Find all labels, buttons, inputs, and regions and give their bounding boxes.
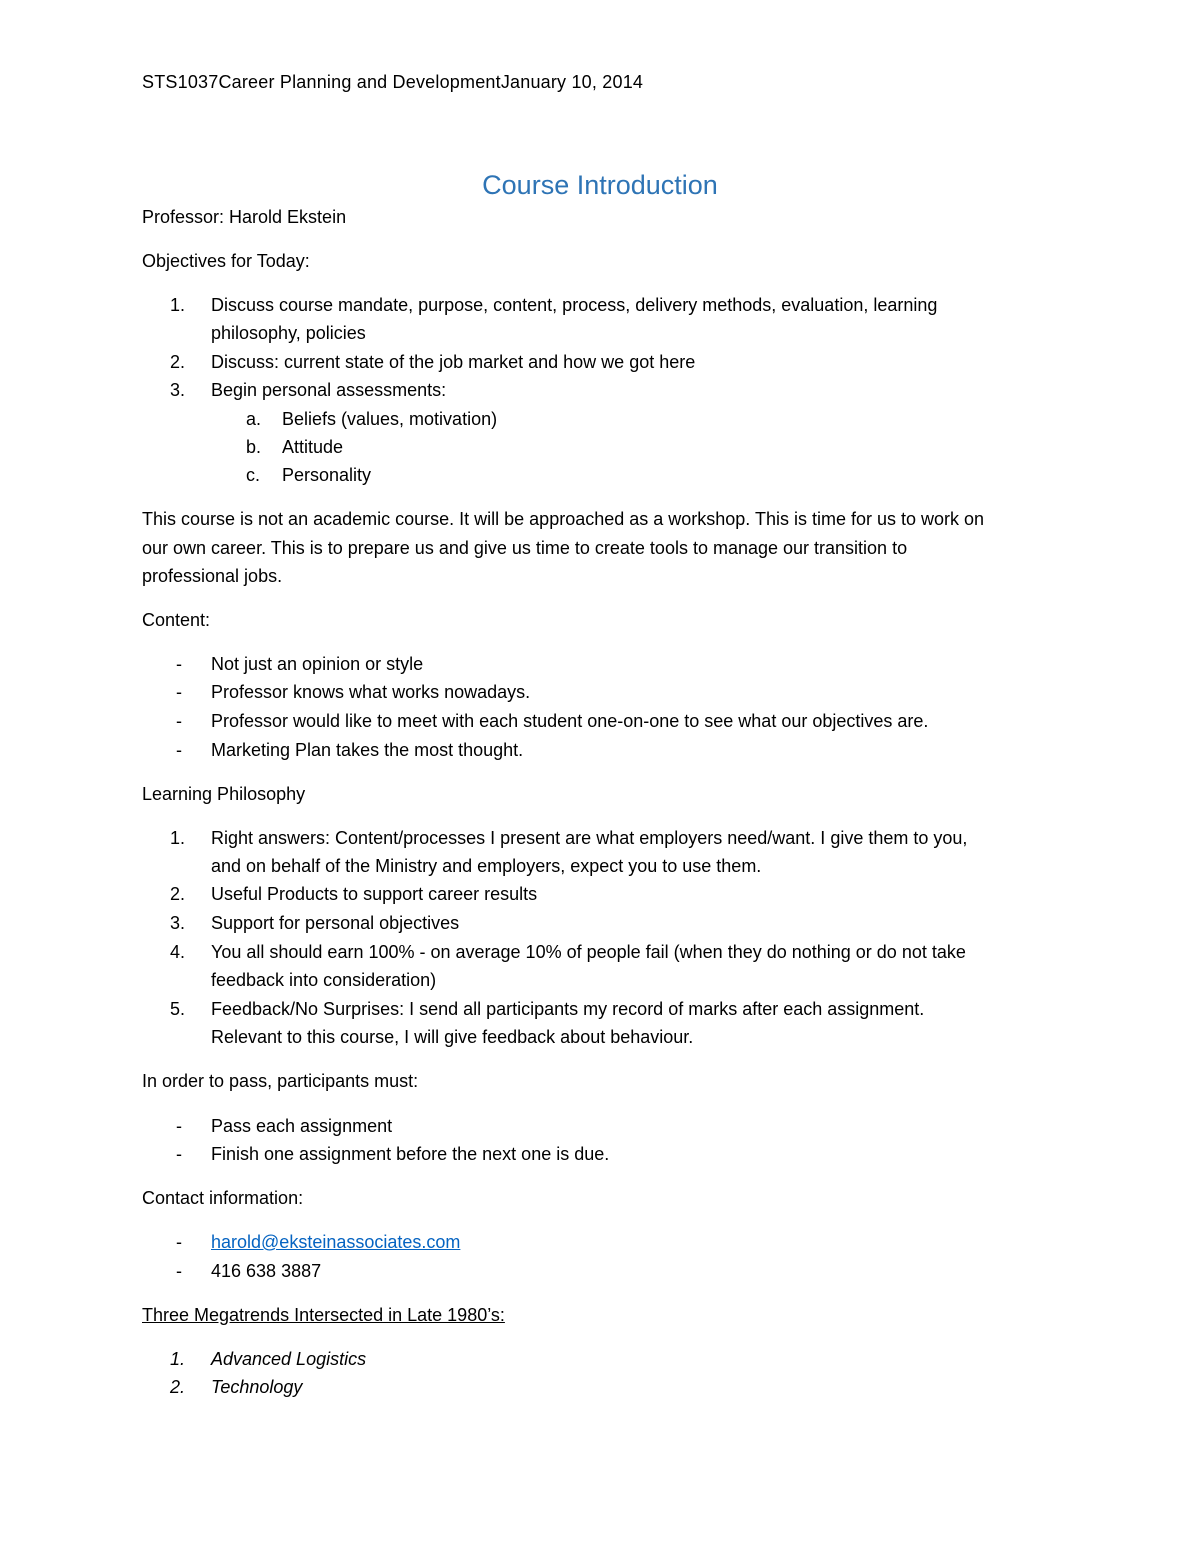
list-item: Support for personal objectives [211,913,460,933]
dash-marker: - [176,1232,182,1252]
list-item-continuation: Relevant to this course, I will give feedback about behaviour. [211,1027,694,1047]
sublist-marker: c. [246,465,261,485]
list-marker: 2. [170,1377,186,1397]
list-item: Not just an opinion or style [211,654,424,674]
list-item: Discuss course mandate, purpose, content, process, delivery methods, evaluation, learning [211,295,938,315]
paragraph-line: our own career. This is to prepare us and give us time to create tools to manage our transition to [142,538,908,558]
objectives-heading: Objectives for Today: [142,251,310,271]
list-marker: 5. [170,999,186,1019]
contact-heading: Contact information: [142,1188,304,1208]
dash-marker: - [176,1116,182,1136]
list-item: Feedback/No Surprises: I send all participants my record of marks after each assignment. [211,999,925,1019]
page-title: Course Introduction [482,170,718,200]
sublist-item: Attitude [282,437,344,457]
list-marker: 1. [170,1349,186,1369]
list-item-continuation: feedback into consideration) [211,970,437,990]
page-header: STS1037Career Planning and DevelopmentJanuary 10, 2014 [142,72,644,92]
dash-marker: - [176,740,182,760]
dash-marker: - [176,1261,182,1281]
list-item: Technology [211,1377,303,1397]
list-marker: 1. [170,295,186,315]
list-marker: 2. [170,884,186,904]
list-item: Marketing Plan takes the most thought. [211,740,524,760]
megatrends-heading: Three Megatrends Intersected in Late 1980’s: [142,1305,505,1325]
list-marker: 3. [170,380,186,400]
list-item: Advanced Logistics [211,1349,367,1369]
email-link[interactable]: harold@eksteinassociates.com [211,1232,461,1252]
list-item: Useful Products to support career results [211,884,538,904]
dash-marker: - [176,1144,182,1164]
list-item: Professor would like to meet with each student one-on-one to see what our objectives are. [211,711,929,731]
list-marker: 4. [170,942,186,962]
professor-line: Professor: Harold Ekstein [142,207,347,227]
paragraph-line: This course is not an academic course. It will be approached as a workshop. This is time for us to work on [142,509,985,529]
list-item: Pass each assignment [211,1116,393,1136]
list-marker: 1. [170,828,186,848]
phone-number: 416 638 3887 [211,1261,322,1281]
pass-heading: In order to pass, participants must: [142,1071,419,1091]
dash-marker: - [176,711,182,731]
dash-marker: - [176,654,182,674]
list-marker: 3. [170,913,186,933]
list-item-continuation: philosophy, policies [211,323,366,343]
list-item-continuation: and on behalf of the Ministry and employers, expect you to use them. [211,856,762,876]
paragraph-line: professional jobs. [142,566,283,586]
list-item: You all should earn 100% - on average 10% of people fail (when they do nothing or do not take [211,942,966,962]
sublist-marker: b. [246,437,262,457]
sublist-marker: a. [246,409,262,429]
sublist-item: Beliefs (values, motivation) [282,409,498,429]
list-item: Right answers: Content/processes I present are what employers need/want. I give them to you, [211,828,968,848]
list-item: Professor knows what works nowadays. [211,682,531,702]
dash-marker: - [176,682,182,702]
learning-heading: Learning Philosophy [142,784,306,804]
sublist-item: Personality [282,465,372,485]
list-item: Finish one assignment before the next one is due. [211,1144,610,1164]
list-item: Discuss: current state of the job market and how we got here [211,352,696,372]
list-item: Begin personal assessments: [211,380,447,400]
content-heading: Content: [142,610,211,630]
list-marker: 2. [170,352,186,372]
